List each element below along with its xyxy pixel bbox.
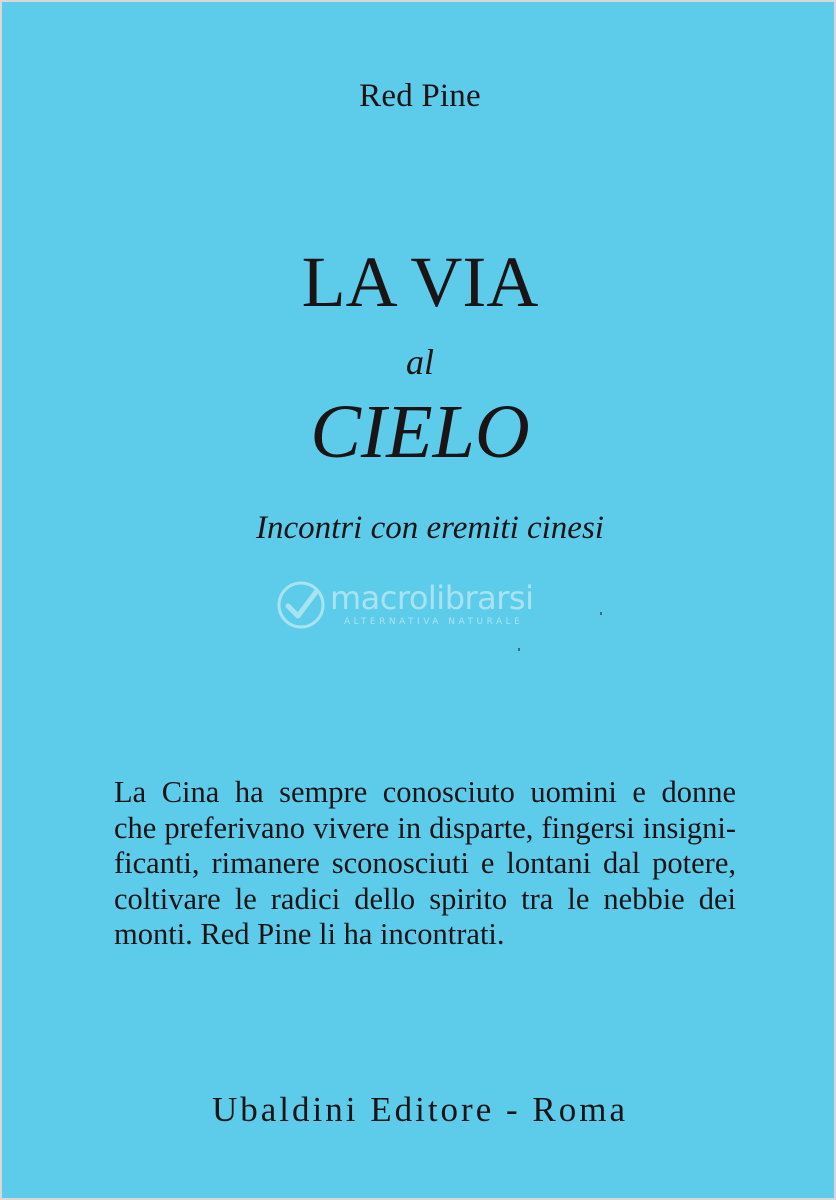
- blurb-line: coltivare le radici dello spirito tra le nebbie dei: [114, 881, 736, 916]
- blurb: [114, 775, 736, 953]
- print-speck: [600, 612, 602, 615]
- checkmark-leaf-icon: [274, 578, 328, 632]
- title-connector: al: [405, 342, 434, 382]
- blurb-line: monti. Red Pine li ha incontrati.: [114, 917, 505, 951]
- title-line-2: CIELO: [310, 390, 530, 474]
- subtitle: Incontri con eremiti cinesi: [256, 510, 604, 546]
- author-name: Red Pine: [359, 78, 481, 114]
- blurb-line: che preferivano vivere in disparte, fingersi insigni-: [114, 810, 736, 845]
- watermark: [274, 576, 574, 636]
- print-speck: [518, 648, 520, 651]
- blurb-line: ficanti, rimanere sconosciuti e lontani dal potere,: [114, 846, 736, 880]
- watermark-name: macrolibrarsi: [330, 579, 534, 617]
- publisher: Ubaldini Editore - Roma: [211, 1090, 628, 1129]
- blurb-line: La Cina ha sempre conosciuto uomini e donne: [114, 775, 736, 809]
- title-line-1: LA VIA: [301, 242, 539, 322]
- watermark-tagline: ALTERNATIVA NATURALE: [344, 617, 524, 627]
